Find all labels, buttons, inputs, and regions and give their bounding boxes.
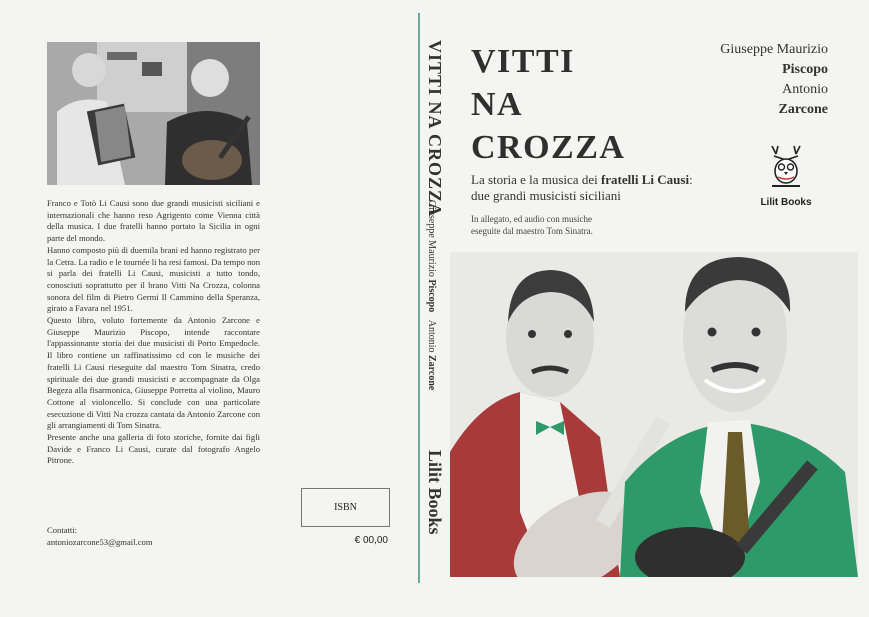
front-cover-photo xyxy=(450,252,858,577)
blurb-paragraph: Hanno composto più di duemila brani ed hanno registrato per la Cetra. La radio e le tournée li ha resi famosi. Da tempo non si parla dei fratelli Li Causi, musicisti a tutto tondo, conosciuti soprattutto per il brano Vitti Na Crozza, colonna sonora del film di Pietro Germi Il Cammino della Speranza, girato a Favara nel 1951. xyxy=(47,244,260,314)
publisher-logo xyxy=(756,144,816,208)
blurb-paragraph: Presente anche una galleria di foto storiche, fornite dai figli Davide e Franco Li Causi, curate dal fotografo Angelo Pitrone. xyxy=(47,432,260,466)
spine-author2-last: Zarcone xyxy=(426,355,437,391)
publisher-name: Lilit Books xyxy=(760,197,812,208)
contacts xyxy=(47,524,153,548)
front-subtitle xyxy=(471,172,731,204)
contact-email[interactable]: antoniozarcone53@gmail.com xyxy=(47,537,153,547)
back-cover-blurb xyxy=(47,198,260,467)
spine-author1-first: Giuseppe Maurizio xyxy=(426,200,437,277)
subtitle-bold: fratelli Li Causi xyxy=(600,172,690,187)
front-title xyxy=(471,40,625,169)
author2-first: Antonio xyxy=(782,82,828,97)
isbn-box xyxy=(301,488,390,527)
author1-last: Piscopo xyxy=(782,62,828,77)
spine-title: VITTI NA CROZZA xyxy=(425,40,445,218)
blurb-paragraph: Franco e Totò Li Causi sono due grandi musicisti siciliani e internazionali che hanno reso Agrigento come Vienna città della musica. I due fratelli hanno portato la Sicilia in ogni parte del mondo. xyxy=(47,198,260,244)
spine-author1-last: Piscopo xyxy=(426,279,437,313)
musicians-photo-icon xyxy=(47,42,260,185)
title-line: NA xyxy=(471,86,524,123)
back-cover-photo xyxy=(47,42,260,185)
owl-deer-logo-icon xyxy=(768,144,804,190)
author1-first: Giuseppe Maurizio xyxy=(720,42,828,57)
title-line: CROZZA xyxy=(471,129,626,166)
spine-authors xyxy=(426,200,437,390)
contacts-label: Contatti: xyxy=(47,525,78,535)
title-line: VITTI xyxy=(471,43,575,80)
note-line1: In allegato, ed audio con musiche xyxy=(471,214,592,224)
subtitle-colon: : xyxy=(689,172,693,187)
li-causi-brothers-photo-icon xyxy=(450,252,858,577)
author2-last: Zarcone xyxy=(778,102,828,117)
front-note xyxy=(471,214,671,237)
subtitle-part: La storia e la musica dei xyxy=(471,172,601,187)
book-spine xyxy=(420,40,450,570)
spine-author2-first: Antonio xyxy=(426,319,437,353)
price: € 00,00 xyxy=(354,535,388,546)
spine-publisher: Lilit Books xyxy=(425,450,445,535)
front-authors xyxy=(698,40,828,120)
isbn-label: ISBN xyxy=(334,502,357,513)
subtitle-line2: due grandi musicisti siciliani xyxy=(471,188,621,203)
blurb-paragraph: Questo libro, voluto fortemente da Antonio Zarcone e Giuseppe Maurizio Piscopo, intende raccontare l'appassionante storia dei due musicisti di Porto Empedocle. Il libro contiene un raffinatissimo cd con le musiche dei fratelli Li Causi rieseguite dal maestro Tom Sinatra, credo spirituale dei due grandi musicisti e accompagnate da Olga Begeza alla fisarmonica, Giuseppe Porretta al violino, Mauro Cottone al violoncello. Si conclude con una particolare esecuzione di Vitti Na crozza cantata da Antonio Zarcone con gli arrangiamenti di Tom Sinatra. xyxy=(47,315,260,431)
note-line2: eseguite dal maestro Tom Sinatra. xyxy=(471,225,593,236)
